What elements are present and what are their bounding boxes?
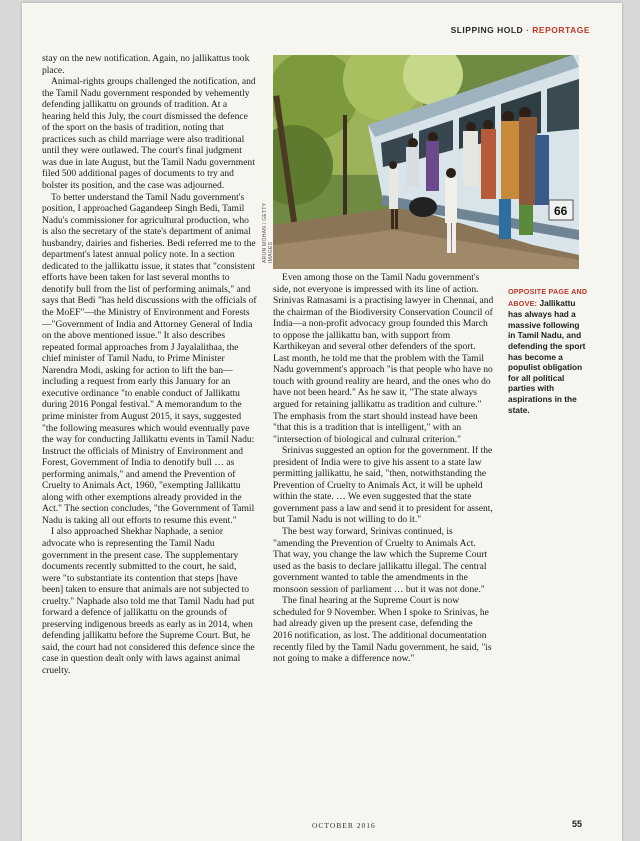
- header-series: SLIPPING HOLD: [450, 25, 524, 35]
- header-separator: ·: [526, 25, 530, 35]
- paragraph: stay on the new notification. Again, no jallikattus took place.: [42, 53, 250, 76]
- paragraph: Srinivas suggested an option for the government. If the president of India were to give his assent to a state law permitting jallikattu, he said, "then, notwithstanding the Prevention of Cruelty to Animals Act, it will be upheld within the state. … We even suggested that the state government pass a law and send it to president for assent, but Tamil Nadu is not willing to do it.": [273, 445, 493, 526]
- caption-text: Jallikattu has always had a massive following in Tamil Nadu, and defending the sport has become a populist obligation for all political parties with aspirations in the state.: [508, 297, 586, 415]
- paragraph: The best way forward, Srinivas continued, is "amending the Prevention of Cruelty to Animals Act. That way, you change the law which the Supreme Court used as the basis to declare jallikattu illegal. The central government wanted to table the amendments in the monsoon session of parliament … but it was not done.": [273, 526, 488, 595]
- footer-issue-date: OCTOBER 2016: [312, 821, 376, 830]
- paragraph: The final hearing at the Supreme Court is now scheduled for 9 November. When I spoke to Srinivas, he had already given up the present case, defending the 2016 notification, as lost. The additional documentation recently filed by the Tamil Nadu government, he said, "is not going to make a difference now.": [273, 595, 492, 665]
- magazine-page: [22, 3, 622, 841]
- page-number: 55: [571, 819, 582, 829]
- running-header: [451, 25, 590, 35]
- paragraph: Even among those on the Tamil Nadu government's side, not everyone is impressed with its line of action. Srinivas Ratnasami is a practising lawyer in Chennai, and the chairman of the Biodiversity Conservation Council of India—a non-profit advocacy group founded this March to oppose the jallikattu ban, with support from Karthikeyan and several other defenders of the sport. Last month, he told me that the problem with the Tamil Nadu government's approach "is that people who have no touch with ground reality are heard, and the ones who do have not been heard." As he saw it, "The state always argued for retaining jallikattu as tradition and culture." The emphasis from the start should instead have been "that this is a tradition that is intelligent," with an "intersection of biological and cultural criterion.": [273, 272, 494, 445]
- photo-credit: ARUN MOHAN / GETTY IMAGES: [262, 202, 274, 263]
- paragraph: I also approached Shekhar Naphade, a senior advocate who is representing the Tamil Nadu government in the present case. The supplementary documents recently submitted to the court, he said, were "to substantiate its contention that steps [have been] taken to ensure that animals are not subjected to cruelty." Naphade also told me that Tamil Nadu had put forward a defence of jallikattu on the grounds of preserving indigenous breeds as early as in 2014, when defending jallikattu before the Supreme Court. But, he said, the court had not considered this defence since the case in question dealt only with laws against animal cruelty.: [42, 526, 255, 676]
- text-column-2: [273, 272, 494, 665]
- text-column-1: [42, 53, 257, 677]
- photo-caption: [508, 286, 588, 415]
- header-section: REPORTAGE: [532, 25, 590, 35]
- bus-number: 66: [554, 204, 568, 218]
- paragraph: Animal-rights groups challenged the notification, and the Tamil Nadu government responded by vehemently defending jallikattu on grounds of tradition. At a hearing held this July, the court dismissed the defence of the sport on the basis of tradition, noting that practices such as child marriage were also traditional until they were outlawed. The court's final judgment was due in late August, but the Tamil Nadu government filed 500 additional pages of documents to try and bolster its position, and the case was adjourned.: [42, 76, 256, 192]
- paragraph: To better understand the Tamil Nadu government's position, I approached Gagandeep Singh Bedi, Tamil Nadu's commissioner for agricultural production, who is also the secretary of the state's department of animal husbandry, dairies and fisheries. Bedi referred me to the department's latest annual policy note. In a section dedicated to the jallikattu issue, it states that "consistent efforts have been taken for last several months to denotify bull from the list of performing animals," and says that Bedi "has held discussions with the officials of the MoEF"—the Ministry of Environment and Forests—"Government of India and Attorney General of India on the above mentioned issue." It also describes repeated formal approaches from J Jayalalithaa, the chief minister of Tamil Nadu, to Prime Minister Narendra Modi, asking for action to lift the ban—including a request from early this January for an executive ordinance "to enable conduct of Jallikattu during 2016 Pongal festival." A memorandum to the prime minister from August 2015, it says, suggested "the following measures which would eventually pave the way for conducting Jallikattu events in Tamil Nadu: Instruct the officials of Ministry of Environment and Forest, Government of India to denotify bull … as performing animals," and amend the Prevention of Cruelty to Animals Act, 1960, "exempting Jallikattu along with other exemptions already provided in the Act." The section concludes, "the Government of Tamil Nadu is taking all out efforts to resume this event.": [42, 191, 257, 526]
- caption-label: OPPOSITE PAGE AND ABOVE:: [508, 287, 588, 308]
- bus-photo: [273, 55, 579, 269]
